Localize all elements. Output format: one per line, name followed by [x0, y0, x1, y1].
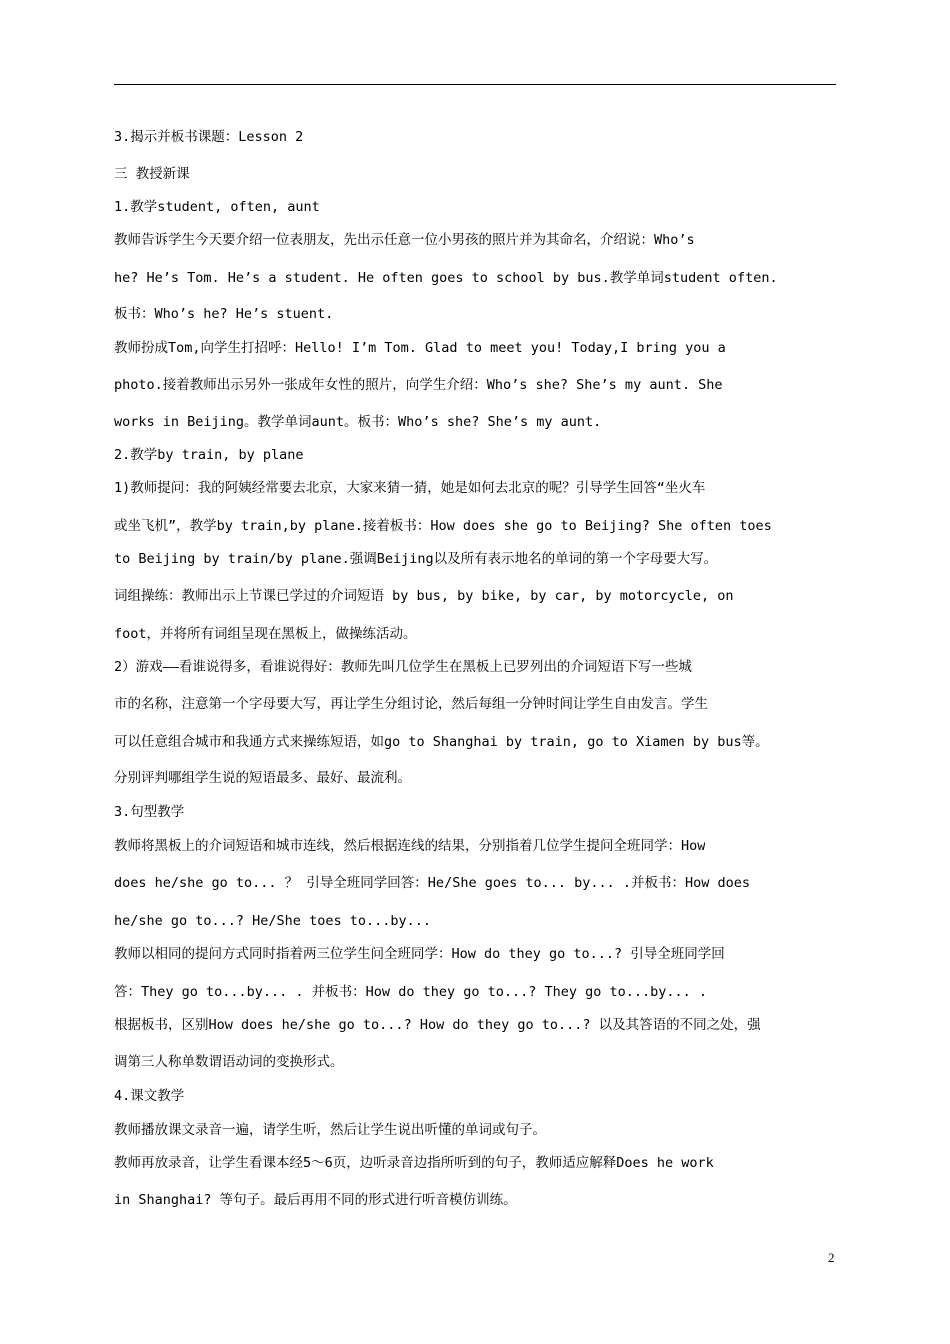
text-line: does he/she go to... ？ 引导全班同学回答：He/She goes to... by... .并板书：How does [114, 875, 751, 891]
text-line: 2.教学by train, by plane [114, 447, 304, 463]
text-line: 教师再放录音，让学生看课本经5～6页，边听录音边指所听到的句子，教师适应解释Does he work [114, 1155, 714, 1171]
text-line: in Shanghai? 等句子。最后再用不同的形式进行听音模仿训练。 [114, 1192, 517, 1208]
page-number: 2 [828, 1250, 835, 1265]
text-line: 3.揭示并板书课题：Lesson 2 [114, 129, 304, 145]
text-line: 三 教授新课 [114, 166, 190, 182]
text-line: 词组操练：教师出示上节课已学过的介词短语 by bus, by bike, by car, by motorcycle, on [114, 588, 734, 604]
text-line: 分别评判哪组学生说的短语最多、最好、最流利。 [114, 770, 411, 786]
text-line: 市的名称，注意第一个字母要大写，再让学生分组讨论，然后每组一分钟时间让学生自由发言。学生 [114, 696, 708, 712]
text-line: 1)教师提问：我的阿姨经常要去北京，大家来猜一猜，她是如何去北京的呢？引导学生回答“坐火车 [114, 480, 706, 496]
text-line: 板书：Who’s he? He’s stuent. [114, 306, 334, 322]
text-line: 教师扮成Tom,向学生打招呼：Hello! I’m Tom. Glad to meet you! Today,I bring you a [114, 340, 726, 356]
text-line: 教师将黑板上的介词短语和城市连线，然后根据连线的结果，分别指着几位学生提问全班同学：How [114, 838, 706, 854]
text-line: to Beijing by train/by plane.强调Beijing以及所有表示地名的单词的第一个字母要大写。 [114, 551, 718, 567]
text-line: photo.接着教师出示另外一张成年女性的照片，向学生介绍：Who’s she? She’s my aunt. She [114, 377, 723, 393]
text-line: 教师告诉学生今天要介绍一位表朋友，先出示任意一位小男孩的照片并为其命名，介绍说：Who’s [114, 232, 695, 248]
text-line: 或坐飞机”，教学by train,by plane.接着板书：How does she go to Beijing? She often toes [114, 518, 772, 534]
text-line: 1.教学student, often, aunt [114, 199, 320, 215]
text-line: works in Beijing。教学单词aunt。板书：Who’s she? She’s my aunt. [114, 414, 602, 430]
text-line: 调第三人称单数谓语动词的变换形式。 [114, 1054, 344, 1070]
text-line: 答：They go to...by... . 并板书：How do they go to...? They go to...by... . [114, 984, 708, 1000]
text-line: he/she go to...? He/She toes to...by... [114, 913, 431, 929]
text-line: 3.句型教学 [114, 804, 185, 820]
text-line: 根据板书，区别How does he/she go to...? How do they go to...? 以及其答语的不同之处，强 [114, 1017, 761, 1033]
text-line: 4.课文教学 [114, 1088, 185, 1104]
text-line: he? He’s Tom. He’s a student. He often goes to school by bus.教学单词student often. [114, 270, 778, 286]
text-line: 教师以相同的提问方式同时指着两三位学生问全班同学：How do they go to...? 引导全班同学回 [114, 946, 725, 962]
text-line: 2）游戏——看谁说得多，看谁说得好：教师先叫几位学生在黑板上已罗列出的介词短语下写一些城 [114, 659, 692, 675]
text-line: 可以任意组合城市和我通方式来操练短语，如go to Shanghai by train, go to Xiamen by bus等。 [114, 734, 769, 750]
text-line: foot，并将所有词组呈现在黑板上，做操练活动。 [114, 626, 417, 642]
text-line: 教师播放课文录音一遍，请学生听，然后让学生说出听懂的单词或句子。 [114, 1122, 546, 1138]
header-rule [114, 84, 836, 85]
